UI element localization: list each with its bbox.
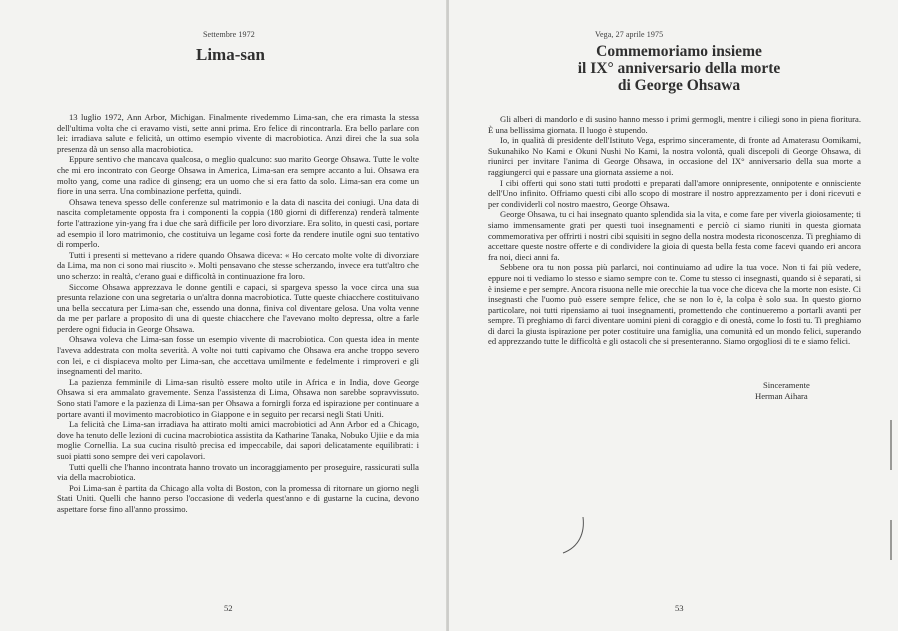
paragraph: I cibi offerti qui sono stati tutti prodotti e preparati dall'amore onnipresente, onnipotente e onnisciente dell'Uno infinito. Offriamo questi cibi allo scopo di mostrare il nostro apprezzamento per i doni ricevuti e per condividerli col nostro maestro, George Ohsawa. [488, 177, 861, 209]
paragraph: 13 luglio 1972, Ann Arbor, Michigan. Finalmente rivedemmo Lima-san, che era rimasta la stessa dell'ultima volta che ci eravamo visti, sette anni prima. Ero felice di rincontrarla. Era bello parlare con lei: irradiava salute e felicità, un ottimo esempio vivente di macrobiotica. Anzi direi che la sua sola presenza dà un senso alla macrobiotica. [57, 112, 419, 154]
scan-edge-mark [890, 420, 892, 470]
closing-text: Sinceramente [763, 380, 810, 390]
page-number: 52 [224, 603, 233, 613]
article-body [488, 114, 861, 347]
paragraph: Io, in qualità di presidente dell'Istituto Vega, esprimo sinceramente, di fronte ad Amaterasu Oomikami, Sukunahiko No Kami e Okuni Nushi No Kami, la nostra volontà, quali discepoli di George Ohsawa, di riunirci per invitare l'anima di George Ohsawa, in occasione del IX° anniversario della sua morte a raggiungerci qui e passare una giornata assieme a noi. [488, 135, 861, 177]
paragraph: Tutti quelli che l'hanno incontrata hanno trovato un incoraggiamento per proseguire, rassicurati sulla via della macrobiotica. [57, 461, 419, 483]
title-line: di George Ohsawa [617, 77, 741, 94]
paragraph: Ohsawa voleva che Lima-san fosse un esempio vivente di macrobiotica. Con questa idea in mente l'aveva addestrata con molta severità. A volte noi tutti capivamo che Ohsawa era anche troppo severo con lei, e ci dispiaceva molto per Lima-san, che accettava umilmente e fedelmente i rimproveri e gli insegnamenti del marito. [57, 334, 419, 377]
page-header: Settembre 1972 [203, 30, 255, 39]
paragraph: Ohsawa teneva spesso delle conferenze sul matrimonio e la data di nascita dei coniugi. Una data di nascita completamente opposta fra i componenti la coppia (180 giorni di differenza) renderà talmente forte l'attrazione yin-yang fra i due che sarà difficile per loro divorziare. Era solito, in questi casi, portare ad esempio il loro matrimonio, che costituiva un legame così forte da rendere inutile ogni suo tentativo di romperlo. [57, 196, 419, 250]
paragraph: Tutti i presenti si mettevano a ridere quando Ohsawa diceva: « Ho cercato molte volte di divorziare da Lima, ma non ci sono mai riuscito ». Molti pensavano che stesse scherzando, invece era tutt'altro che uno scherzo: in realtà, c'erano guai e difficoltà in continuazione fra loro. [57, 249, 419, 281]
article-title: Lima-san [196, 45, 265, 64]
right-page [449, 0, 898, 631]
article-title [549, 43, 809, 94]
paragraph: Gli alberi di mandorlo e di susino hanno messo i primi germogli, mentre i ciliegi sono in piena fioritura. È una bellissima giornata. Il luogo è stupendo. [488, 114, 861, 135]
page-header: Vega, 27 aprile 1975 [595, 30, 664, 39]
paragraph: La pazienza femminile di Lima-san risultò essere molto utile in Africa e in India, dove George Ohsawa si era ammalato gravemente. Senza l'assistenza di Lima, Ohsawa non sarebbe sopravvissuto. Sono stati l'amore e la pazienza di Lima-san per Ohsawa a fornirgli forza ed ispirazione per continuare a portare avanti il movimento macrobiotico in Giappone e in seguito per recarsi negli Stati Uniti. [57, 376, 419, 419]
scan-edge-mark [890, 520, 892, 560]
page-number: 53 [675, 603, 684, 613]
paragraph: Poi Lima-san è partita da Chicago alla volta di Boston, con la promessa di ritornare un giorno negli Stati Uniti. Quelli che hanno perso l'occasione di vederla quest'anno e di gustarne la cucina, devono aspettare forse fino all'anno prossimo. [57, 482, 419, 514]
paragraph: George Ohsawa, tu ci hai insegnato quanto splendida sia la vita, e come fare per viverla gioiosamente; ti siamo immensamente grati per questi tuoi insegnamenti e perciò ci siamo riuniti in questa giornata commemorativa per offrirti i nostri cibi squisiti in segno della nostra modesta riconoscenza. Ti preghiamo di accettare queste nostre offerte e di condividere la gioia di questa bella festa come facevi quando eri ancora fra noi, dieci anni fa. [488, 209, 861, 262]
paragraph: Eppure sentivo che mancava qualcosa, o meglio qualcuno: suo marito George Ohsawa. Tutte le volte che mi ero incontrato con George Ohsawa in America, Lima-san era sempre accanto a lui. Ohsawa era molto yang, come una radice di ginseng; era un uomo che si era fatto da solo. Lima-san era come un fiore in una serra. Una combinazione perfetta, quindi. [57, 154, 419, 197]
paragraph: Siccome Ohsawa apprezzava le donne gentili e capaci, si spargeva spesso la voce circa una sua presunta relazione con una segretaria o un'altra donna macrobiotica. Tutte queste chiacchere costituivano una bella seccatura per Lima-san che, essendo una donna, finiva col diventare gelosa. Una volta venne da me per parlare a proposito di una di queste chiacchere che l'avevano molto depressa, oltre a farle perdere ogni fiducia in George Ohsawa. [57, 281, 419, 334]
signature: Herman Aihara [755, 391, 808, 401]
article-body [57, 112, 419, 515]
scan-mark [559, 515, 589, 555]
paragraph: La felicità che Lima-san irradiava ha attirato molti amici macrobiotici ad Ann Arbor ed a Chicago, dove ha tenuto delle lezioni di cucina macrobiotica assistita da Katharine Tanaka, Nobuko Ujiie e da mia moglie Cornellia. La sua cucina risultò precisa ed impeccabile, dai sapori delicatamente equilibrati: i suoi piatti sono sempre dei veri capolavori. [57, 419, 419, 461]
title-line: Commemoriamo insieme [596, 43, 762, 60]
paragraph: Sebbene ora tu non possa più parlarci, noi continuiamo ad udire la tua voce. Non ti fai più vedere, eppure noi ti vediamo lo stesso e siamo sempre con te. Come tu stesso ci insegnasti, quando si è separati, si è insieme e per sempre. Ancora risuona nelle mie orecchie la tua voce che diceva che la morte non esiste. Ci insegnasti che l'uomo può essere sempre felice, che se non lo è, la colpa è solo sua. In questo giorno particolare, noi tutti ripensiamo ai tuoi insegnamenti, promettendo che continueremo a portarli avanti per sempre. Ti preghiamo di farci diventare uomini pieni di coraggio e di onestà, come lo fosti tu. Ti preghiamo di darci la giusta ispirazione per poter costituire una famiglia, una comunità ed un mondo felici, superando ed apprezzando tutte le difficoltà e gli ostacoli che si presenteranno. Siamo orgogliosi di te e siamo felici. [488, 262, 861, 347]
title-line: il IX° anniversario della morte [577, 60, 781, 77]
